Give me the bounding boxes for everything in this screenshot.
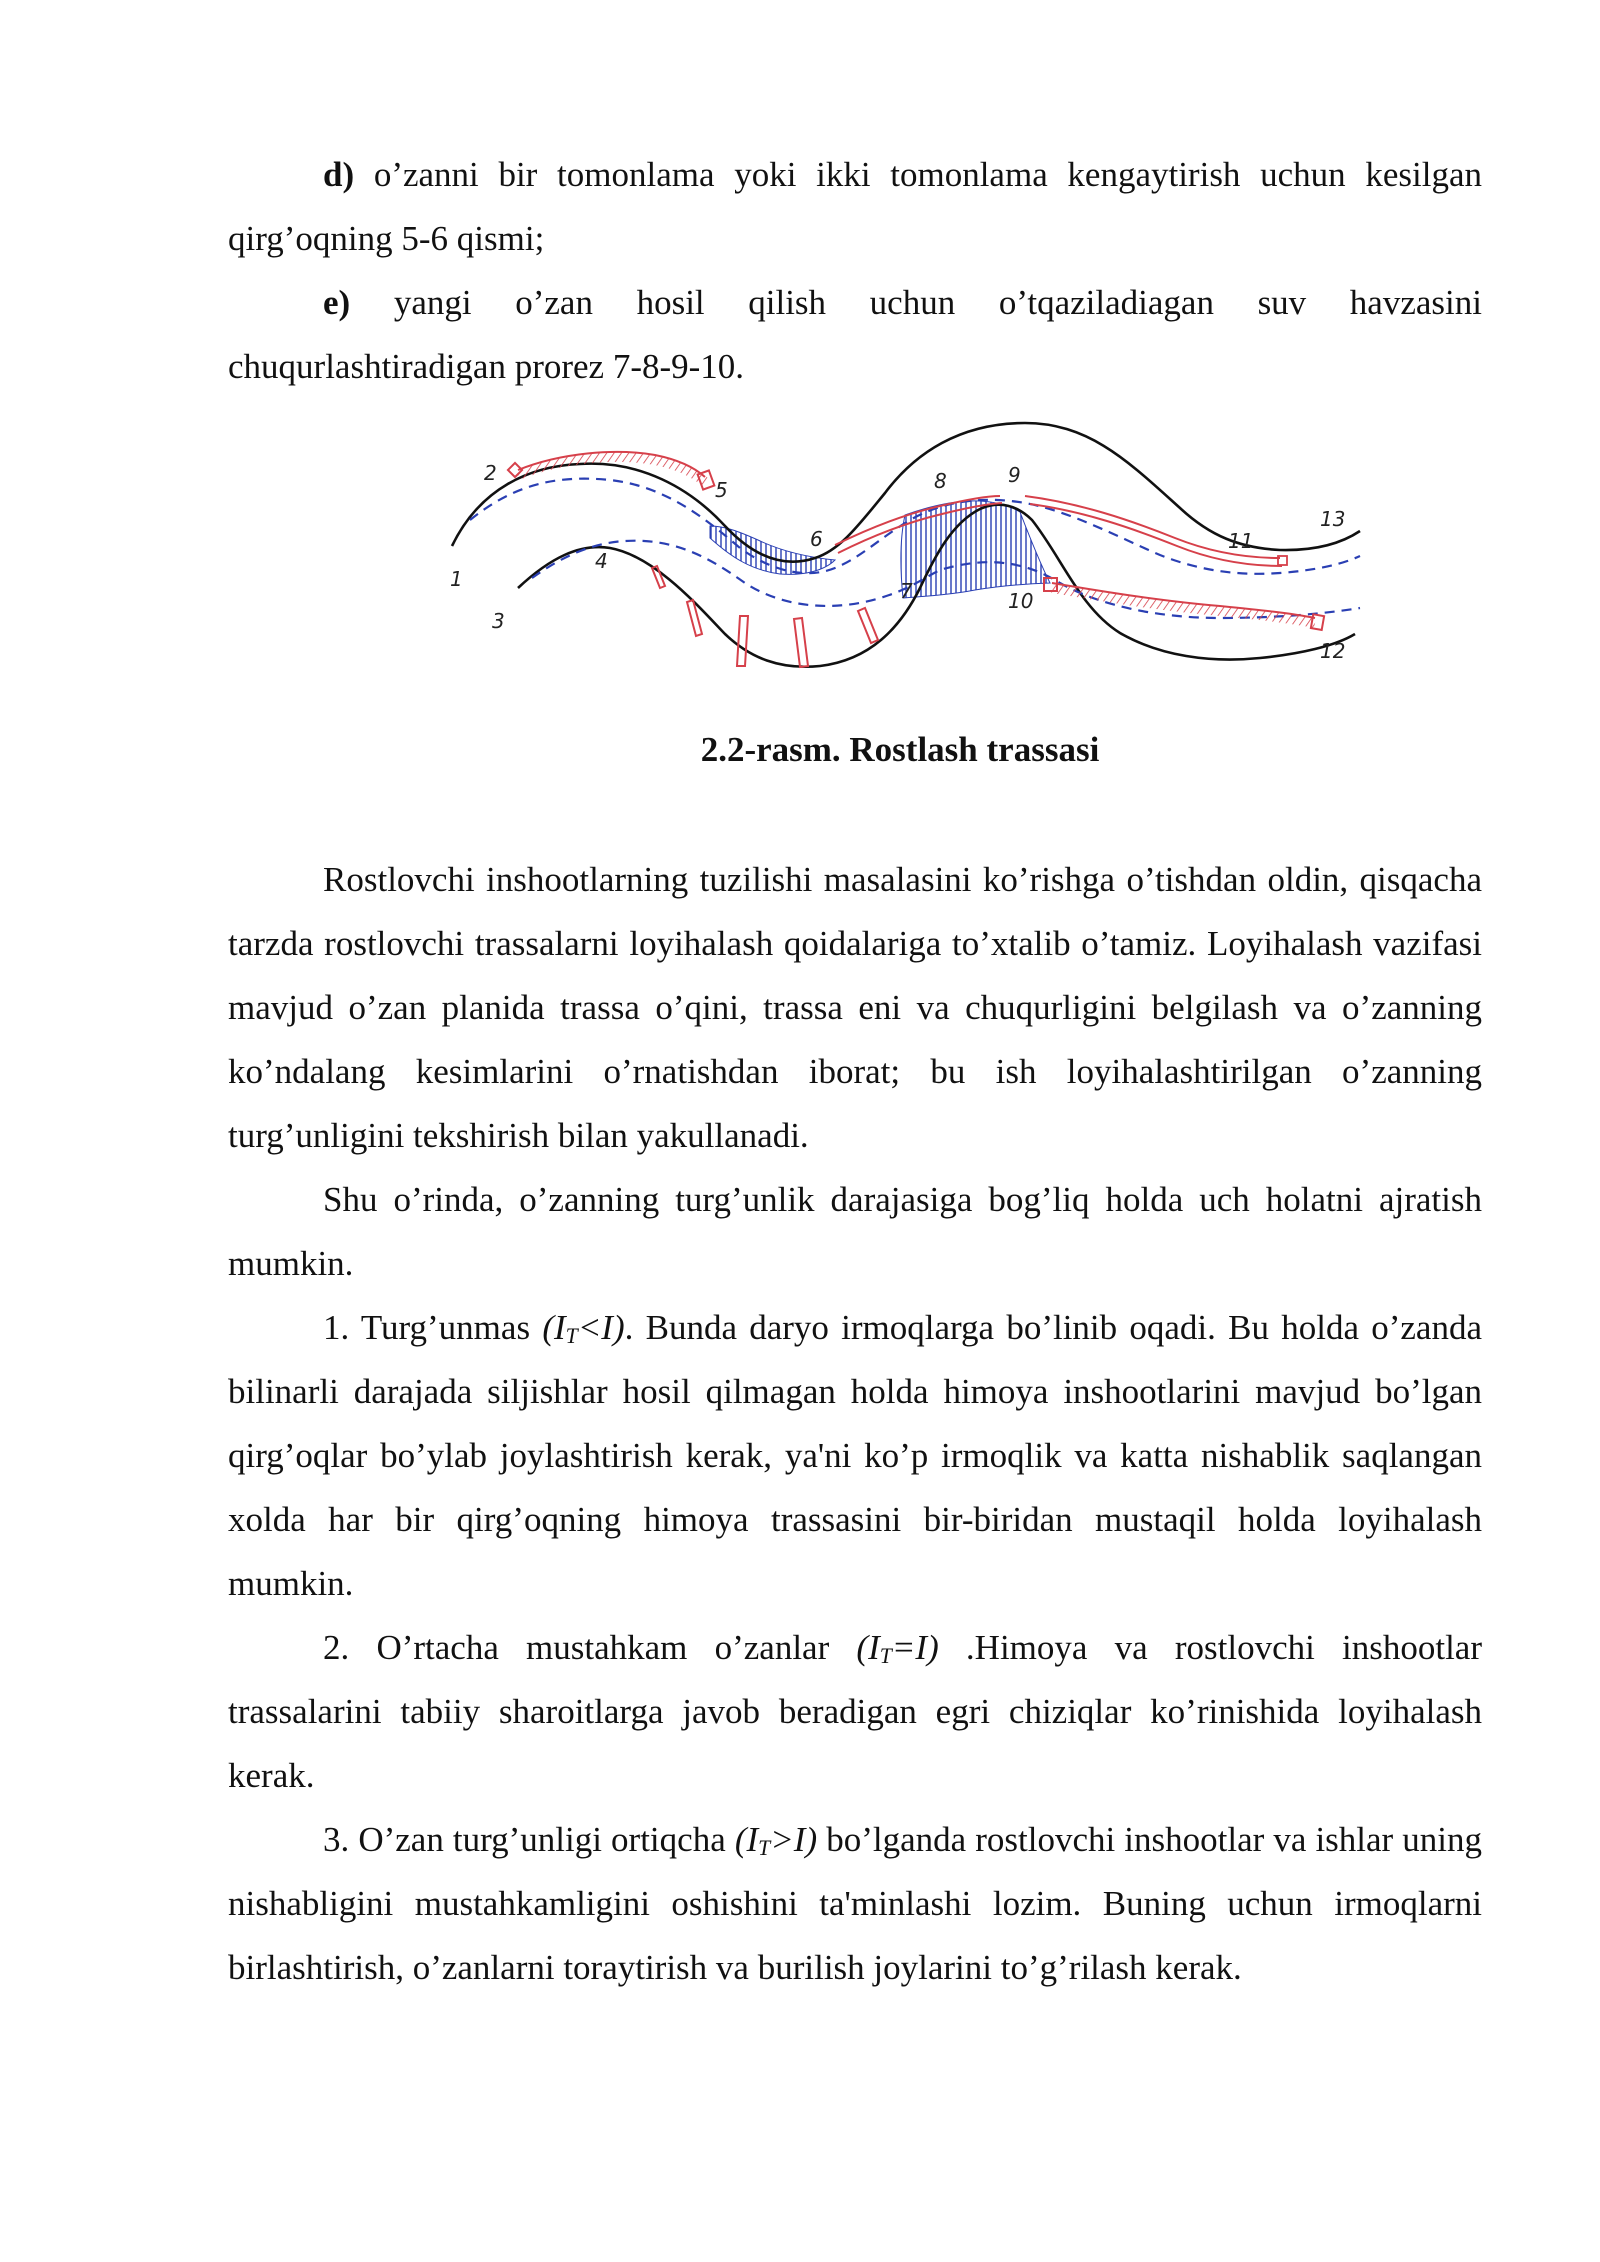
groyne-3 [737,616,748,666]
label-13: 13 [1320,507,1346,531]
label-5: 5 [715,478,728,502]
river-regulation-figure [440,408,1360,683]
formula-open-2: (I [856,1628,880,1667]
label-4: 4 [595,549,608,573]
paragraph-5 [228,1808,1482,2000]
paragraph-1: Rostlovchi inshootlarning tuzilishi masalasini ko’rishga o’tishdan oldin, qisqacha tarzda rostlovchi trassalarni loyihalash qoidalariga to’xtalib o’tamiz. Loyihalash vazifasi mavjud o’zan planida trassa o’qini, trassa eni va chuqurligini belgilash va o’zanning ko’ndalang kesimlarini o’rnatishdan iborat; bu ish loyihalashtirilgan o’zanning turg’unligini tekshirish bilan yakullanadi. [228,860,1482,1155]
formula-close-1: <I) [577,1308,625,1347]
formula-close-3: >I) [770,1820,818,1859]
label-3: 3 [492,609,505,633]
formula-sub-1: T [565,1323,578,1348]
paragraph-2: Shu o’rinda, o’zanning turg’unlik darajasiga bog’liq holda uch holatni ajratish mumkin. [228,1180,1482,1283]
groyne-5 [858,608,878,643]
p3-text: . Bunda daryo irmoqlarga bo’linib oqadi. Bu holda o’zanda bilinarli darajada siljishlar hosil qilmagan holda himoya inshootlarini mavjud bo’lgan qirg’oqlar bo’ylab joylashtirish kerak, ya'ni ko’p irmoqlik va katta nishablik saqlangan xolda har bir qirg’oqning himoya trassasini bir-biridan mustaqil holda loyihalash mumkin. [228,1308,1482,1603]
label-1: 1 [450,567,463,591]
groyne-4 [794,618,808,667]
item-text-d: o’zanni bir tomonlama yoki ikki tomonlama kengaytirish uchun kesilgan qirg’oqning 5-6 qismi; [228,155,1482,258]
p5-text: bo’lganda rostlovchi inshootlar va ishlar uning nishabligini mustahkamligini oshishini ta'minlashi lozim. Buning uchun irmoqlarni birlashtirish, o’zanlarni toraytirish va burilish joylarini to’g’rilash kerak. [228,1820,1483,1987]
formula-sub-3: T [758,1835,771,1860]
paragraph-3 [228,1296,1482,1616]
item-text-e: yangi o’zan hosil qilish uchun o’tqaziladiagan suv havzasini chuqurlashtiradigan prorez 7-8-9-10. [228,283,1482,386]
p4-lead: 2. O’rtacha mustahkam o’zanlar [323,1628,857,1667]
formula-sub-2: T [879,1643,892,1668]
label-2: 2 [484,461,497,485]
label-12: 12 [1320,639,1346,663]
label-8: 8 [934,469,947,493]
label-10: 10 [1008,589,1034,613]
dam-head-12 [1311,614,1324,630]
p3-lead: 1. Turg’unmas [323,1308,543,1347]
item-label-d: d) [323,155,355,194]
label-7: 7 [900,579,913,603]
dam-10-12 [1052,588,1315,623]
label-6: 6 [810,527,823,551]
top-paragraphs [228,143,1482,399]
body-text [228,848,1482,2000]
label-11: 11 [1228,529,1254,553]
formula-open-1: (I [542,1308,566,1347]
paragraph-d [228,143,1482,271]
river-regulation-diagram [440,408,1360,683]
paragraph-4 [228,1616,1482,1808]
formula-open-3: (I [734,1820,759,1859]
label-9: 9 [1008,463,1021,487]
p5-lead: 3. O’zan turg’unligi ortiqcha [323,1820,735,1859]
dam-10-12-edge [1052,583,1315,618]
figure-caption: 2.2-rasm. Rostlash trassasi [700,730,1100,769]
groyne-2 [687,600,702,636]
formula-close-2: =I) [891,1628,939,1667]
p4-text: .Himoya va rostlovchi inshootlar trassalarini tabiiy sharoitlarga javob beradigan egri chiziqlar ko’rinishida loyihalash kerak. [228,1628,1482,1795]
paragraph-e [228,271,1482,399]
item-label-e: e) [323,283,351,322]
